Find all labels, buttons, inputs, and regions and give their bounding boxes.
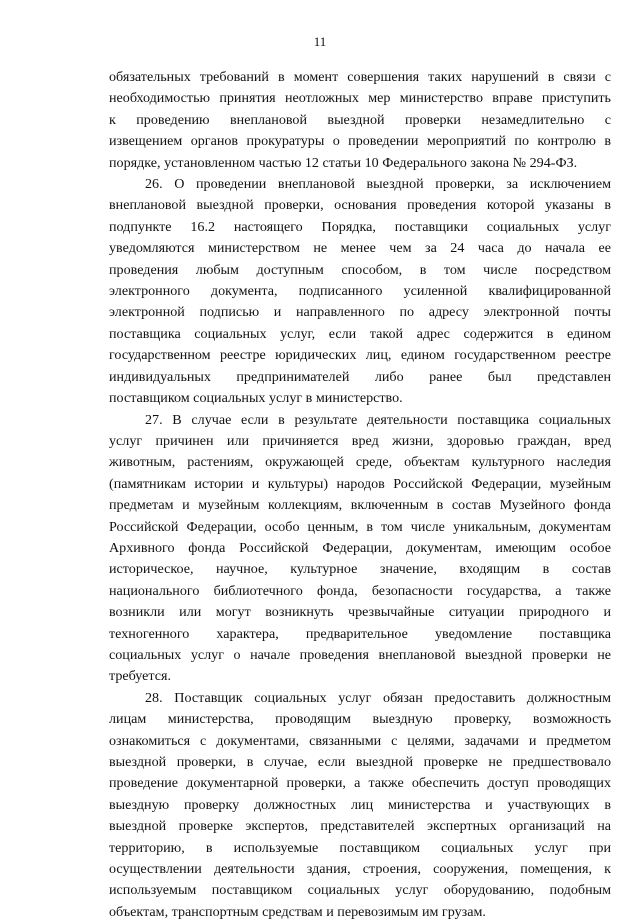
text-line: Российской Федерации, особо ценным, в том числе уникальным, документам <box>109 518 611 535</box>
text-line: Архивного фонда Российской Федерации, документам, имеющим особое <box>109 539 611 556</box>
text-line: к проведению внеплановой выездной проверки незамедлительно с <box>109 111 611 128</box>
text-line: проведения любым доступным способом, в том числе посредством <box>109 261 611 278</box>
document-body <box>109 67 611 923</box>
text-line: уведомляются министерством не менее чем за 24 часа до начала ее <box>109 240 611 257</box>
text-line: необходимостью принятия неотложных мер министерство вправе приступить <box>109 90 611 107</box>
text-line: территорию, в используемые поставщиком социальных услуг при <box>109 839 611 856</box>
text-line: поставщиком социальных услуг в министерство. <box>109 390 403 407</box>
text-line: порядке, установленном частью 12 статьи 10 Федерального закона № 294-ФЗ. <box>109 154 578 171</box>
text-line: 26. О проведении внеплановой выездной проверки, за исключением <box>145 176 611 193</box>
text-line: электронного документа, подписанного усиленной квалифицированной <box>109 283 611 300</box>
text-line: объектам, транспортным средствам и перевозимым им грузам. <box>109 903 486 920</box>
text-line: осуществлении деятельности здания, строения, сооружения, помещения, к <box>109 861 611 878</box>
text-line: поставщика социальных услуг, если такой адрес содержится в едином <box>109 325 611 342</box>
text-line: возникли или могут возникнуть чрезвычайные ситуации природного и <box>109 604 611 621</box>
text-line: подпункте 16.2 настоящего Порядка, поставщики социальных услуг <box>109 218 611 235</box>
text-line: обязательных требований в момент совершения таких нарушений в связи с <box>109 69 611 85</box>
text-line: услуг причинен или причиняется вред жизни, здоровью граждан, вред <box>109 432 611 449</box>
text-line: ознакомиться с документами, связанными с целями, задачами и предметом <box>109 732 611 749</box>
text-line: лицам министерства, проводящим выездную проверку, возможность <box>109 711 611 728</box>
text-line: выездной проверке экспертов, представителей экспертных организаций на <box>109 818 611 835</box>
text-line: извещением органов прокуратуры о проведении мероприятий по контролю в <box>109 133 611 150</box>
text-line: животным, растениям, окружающей среде, объектам культурного наследия <box>109 454 611 471</box>
text-line: национального библиотечного фонда, безопасности государства, а также <box>109 582 611 599</box>
text-line: техногенного характера, предварительное уведомление поставщика <box>109 625 611 642</box>
text-line: 27. В случае если в результате деятельности поставщика социальных <box>145 411 611 428</box>
text-line: проведение документарной проверки, а также обеспечить доступ проводящих <box>109 775 611 792</box>
text-line: требуется. <box>109 668 171 685</box>
text-line: историческое, научное, культурное значение, входящим в состав <box>109 561 611 578</box>
text-line: предметам и музейным коллекциям, включенным в состав Музейного фонда <box>109 497 611 514</box>
page-number: 11 <box>313 34 327 49</box>
text-line: используемым поставщиком социальных услуг оборудованию, подобным <box>109 882 611 899</box>
text-line: выездной проверки, в случае, если выездной проверке не предшествовало <box>109 754 611 770</box>
text-line: внеплановой выездной проверки, основания проведения которой указаны в <box>109 197 611 214</box>
text-line: индивидуальных предпринимателей либо ранее был представлен <box>109 368 611 385</box>
text-line: 28. Поставщик социальных услуг обязан предоставить должностным <box>145 689 611 706</box>
text-line: социальных услуг о начале проведения внеплановой выездной проверки не <box>109 646 611 663</box>
text-line: государственном реестре юридических лиц, едином государственном реестре <box>109 347 611 364</box>
text-line: (памятникам истории и культуры) народов Российской Федерации, музейным <box>109 475 611 492</box>
text-line: электронной подписью и направленного по адресу электронной почты <box>109 304 611 321</box>
text-line: выездную проверку должностных лиц министерства и участвующих в <box>109 796 611 813</box>
